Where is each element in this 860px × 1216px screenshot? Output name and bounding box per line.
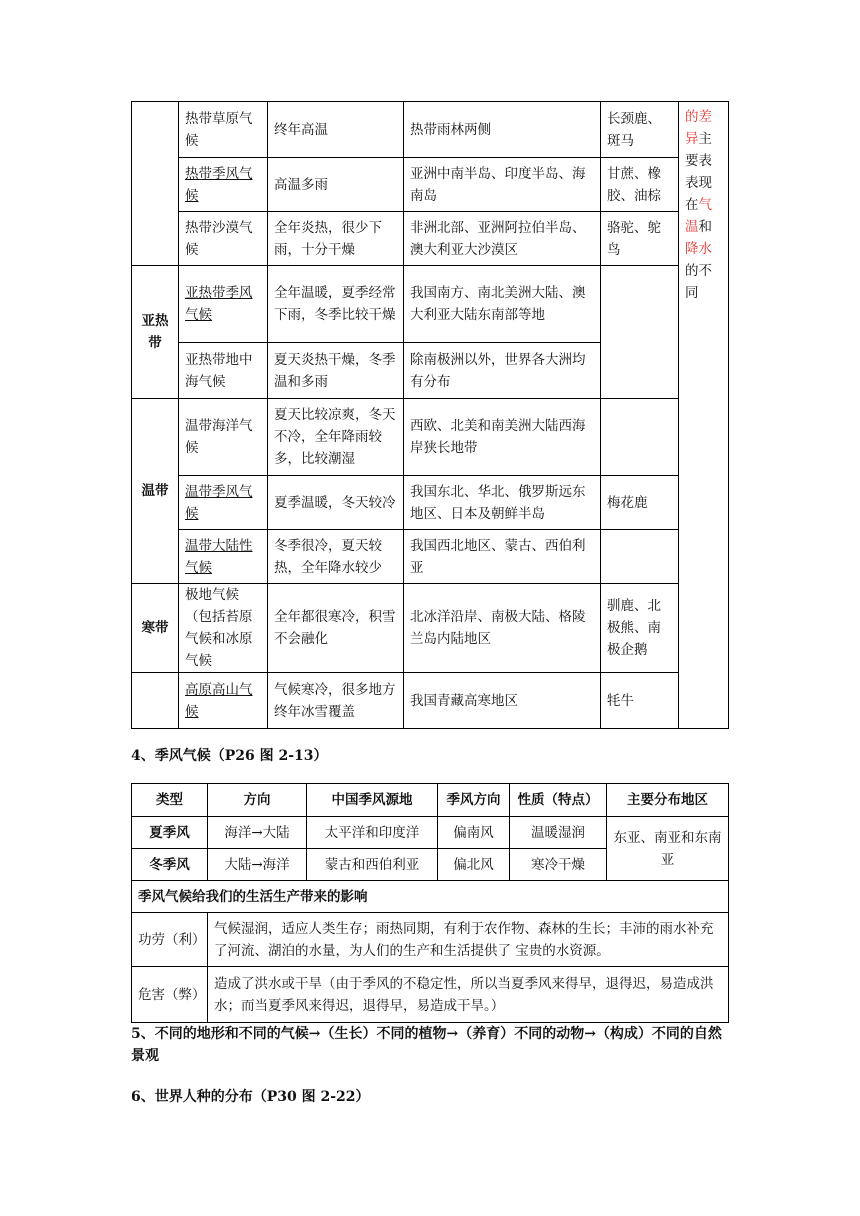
harm-row — [132, 967, 729, 1023]
monsoon-table — [131, 783, 729, 1023]
features-cell: 夏季温暖，冬天较冷 — [268, 476, 404, 530]
climate-row — [132, 399, 729, 476]
climate-type-label: 高原高山气候 — [185, 681, 253, 720]
type-cell: 夏季风 — [132, 817, 208, 849]
animals-cell — [601, 530, 679, 584]
header-type: 类型 — [132, 784, 208, 817]
features-cell: 气候寒冷，很多地方终年冰雪覆盖 — [268, 673, 404, 729]
climate-row — [132, 266, 729, 343]
climate-type-label: 热带季风气候 — [185, 165, 253, 204]
climate-type-label: 热带草原气候 — [185, 110, 253, 149]
zone-cell — [132, 673, 179, 729]
climate-type-label: 温带海洋气候 — [185, 418, 253, 456]
climate-type-label: 温带大陆性气候 — [185, 537, 253, 576]
source-cell: 太平洋和印度洋 — [307, 817, 438, 849]
distribution-cell: 除南极洲以外，世界各大洲均有分布 — [404, 343, 601, 399]
climate-type-label: 亚热带地中海气候 — [185, 351, 253, 390]
side-note-cell — [679, 102, 729, 729]
distribution-cell: 非洲北部、亚洲阿拉伯半岛、澳大利亚大沙漠区 — [404, 212, 601, 266]
climate-table — [131, 101, 729, 729]
zone-cell — [132, 102, 179, 266]
merit-label: 功劳（利） — [132, 913, 208, 967]
climate-type-cell — [179, 584, 268, 673]
zone-cell: 寒带 — [132, 584, 179, 673]
climate-row — [132, 673, 729, 729]
climate-type-label: 亚热带季风气候 — [185, 285, 253, 323]
features-cell: 全年温暖，夏季经常下雨，冬季比较干燥 — [268, 266, 404, 343]
features-cell: 全年炎热，很少下雨，十分干燥 — [268, 212, 404, 266]
zone-cell: 温带 — [132, 399, 179, 584]
side-note-text: 的差异 — [685, 109, 712, 147]
header-region: 主要分布地区 — [607, 784, 729, 817]
features-cell: 夏天比较凉爽，冬天不冷，全年降雨较多，比较潮湿 — [268, 399, 404, 476]
source-cell: 蒙古和西伯利亚 — [307, 849, 438, 881]
features-cell: 高温多雨 — [268, 158, 404, 212]
features-cell: 夏天炎热干燥，冬季温和多雨 — [268, 343, 404, 399]
climate-type-cell — [179, 266, 268, 343]
climate-row — [132, 476, 729, 530]
distribution-cell: 我国青藏高寒地区 — [404, 673, 601, 729]
distribution-cell: 西欧、北美和南美洲大陆西海岸狭长地带 — [404, 399, 601, 476]
distribution-cell: 我国西北地区、蒙古、西伯利亚 — [404, 530, 601, 584]
direction-cell: 大陆→海洋 — [208, 849, 307, 881]
harm-label: 危害（弊） — [132, 967, 208, 1023]
header-direction: 方向 — [208, 784, 307, 817]
climate-type-cell — [179, 399, 268, 476]
climate-type-label: 温带季风气候 — [185, 483, 253, 522]
climate-type-cell — [179, 212, 268, 266]
animals-cell: 梅花鹿 — [601, 476, 679, 530]
summer-monsoon-row — [132, 817, 729, 849]
nature-cell: 温暖湿润 — [510, 817, 607, 849]
wind-cell: 偏南风 — [438, 817, 510, 849]
nature-cell: 寒冷干燥 — [510, 849, 607, 881]
merit-text: 气候湿润，适应人类生存；雨热同期，有利于农作物、森林的生长；丰沛的雨水补充了河流、湖泊的水量，为人们的生产和生活提供了 宝贵的水资源。 — [208, 913, 729, 967]
side-note-text: 气温 — [685, 197, 712, 235]
section5-text: 5、不同的地形和不同的气候→（生长）不同的植物→（养育）不同的动物→（构成）不同的自然景观 — [131, 1026, 722, 1064]
animals-cell: 驯鹿、北极熊、南极企鹅 — [601, 584, 679, 673]
zone-cell: 亚热带 — [132, 266, 179, 399]
climate-type-cell — [179, 476, 268, 530]
distribution-cell: 亚洲中南半岛、印度半岛、海南岛 — [404, 158, 601, 212]
climate-row — [132, 158, 729, 212]
distribution-cell: 热带雨林两侧 — [404, 102, 601, 158]
side-note-text: 的不同 — [685, 263, 712, 301]
climate-type-cell — [179, 530, 268, 584]
climate-row — [132, 530, 729, 584]
climate-row — [132, 102, 729, 158]
header-nature: 性质（特点） — [510, 784, 607, 817]
climate-type-label: 热带沙漠气候 — [185, 219, 253, 258]
header-wind: 季风方向 — [438, 784, 510, 817]
animals-cell: 牦牛 — [601, 673, 679, 729]
climate-row — [132, 212, 729, 266]
merit-row — [132, 913, 729, 967]
features-cell: 冬季很冷，夏天较热，全年降水较少 — [268, 530, 404, 584]
impact-title: 季风气候给我们的生活生产带来的影响 — [132, 881, 729, 913]
wind-cell: 偏北风 — [438, 849, 510, 881]
animals-cell — [601, 399, 679, 476]
monsoon-header-row — [132, 784, 729, 817]
animals-cell: 骆驼、鸵鸟 — [601, 212, 679, 266]
climate-type-label: 极地气候（包括苔原气候和冰原气候 — [185, 587, 253, 669]
type-cell: 冬季风 — [132, 849, 208, 881]
animals-cell: 长颈鹿、斑马 — [601, 102, 679, 158]
side-note-text: 降水 — [685, 241, 712, 257]
side-note-text: 主要表表现在 — [685, 131, 712, 213]
region-cell: 东亚、南亚和东南亚 — [607, 817, 729, 881]
climate-type-cell — [179, 343, 268, 399]
climate-type-cell — [179, 102, 268, 158]
features-cell: 终年高温 — [268, 102, 404, 158]
distribution-cell: 我国南方、南北美洲大陆、澳大利亚大陆东南部等地 — [404, 266, 601, 343]
distribution-cell: 我国东北、华北、俄罗斯远东地区、日本及朝鲜半岛 — [404, 476, 601, 530]
side-note-text: 和 — [698, 219, 712, 235]
header-source: 中国季风源地 — [307, 784, 438, 817]
animals-cell: 甘蔗、橡胶、油棕 — [601, 158, 679, 212]
climate-type-cell — [179, 673, 268, 729]
section4-heading: 4、季风气候（P26 图 2-13） — [131, 748, 328, 764]
impact-title-row — [132, 881, 729, 913]
climate-row — [132, 584, 729, 673]
direction-cell: 海洋→大陆 — [208, 817, 307, 849]
section6-heading: 6、世界人种的分布（P30 图 2-22） — [131, 1089, 370, 1105]
distribution-cell: 北冰洋沿岸、南极大陆、格陵兰岛内陆地区 — [404, 584, 601, 673]
climate-type-cell — [179, 158, 268, 212]
harm-text: 造成了洪水或干旱（由于季风的不稳定性，所以当夏季风来得早，退得迟，易造成洪水；而当夏季风来得迟，退得早，易造成干旱。） — [208, 967, 729, 1023]
features-cell: 全年都很寒冷，积雪不会融化 — [268, 584, 404, 673]
animals-cell — [601, 266, 679, 399]
